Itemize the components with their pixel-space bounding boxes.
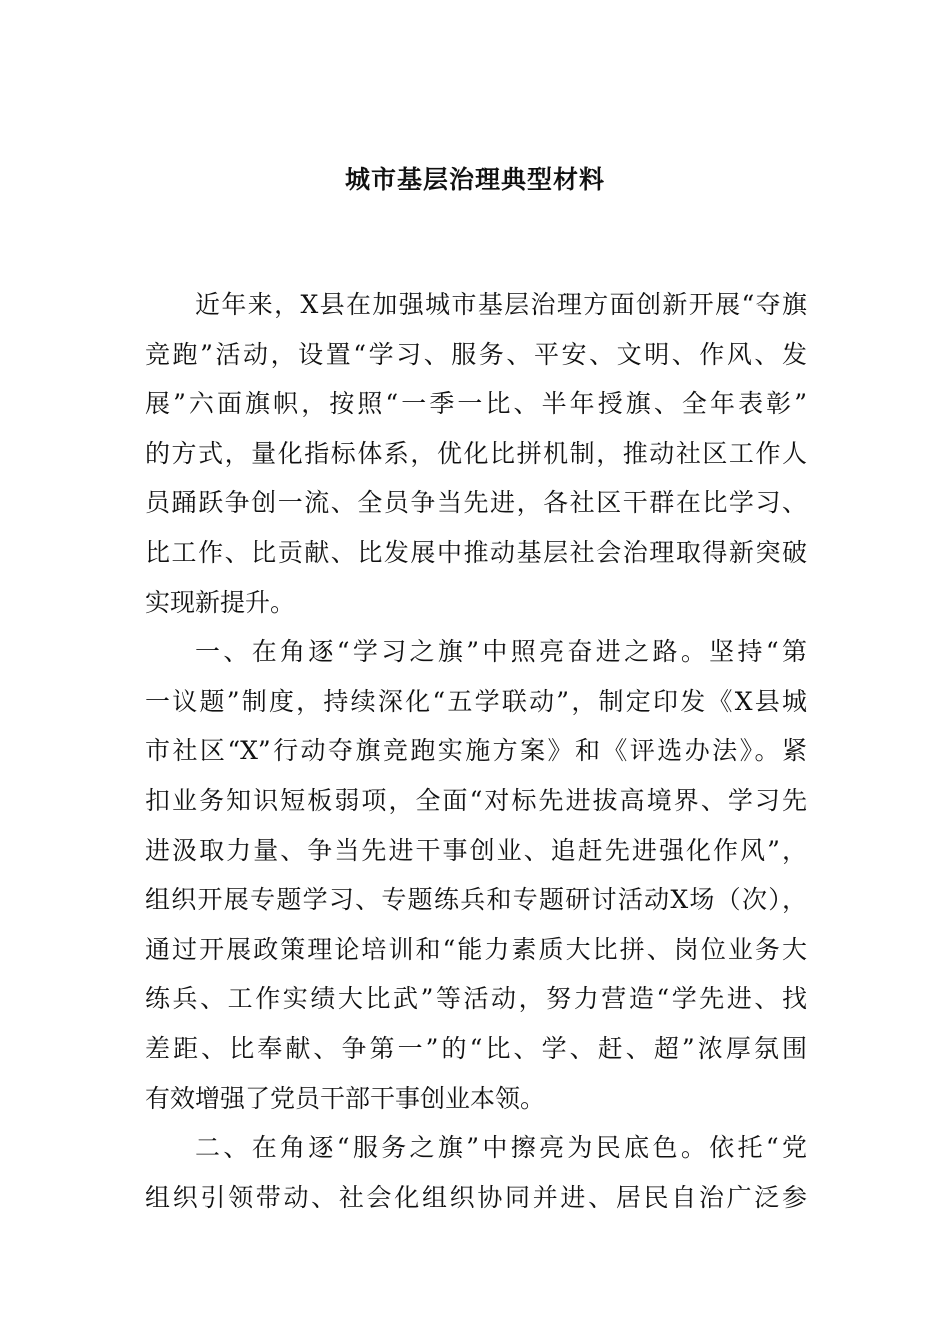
document-title: 城市基层治理典型材料 [344, 165, 605, 194]
paragraph-line: 近年来，X县在加强城市基层治理方面创新开展“夺旗 [195, 290, 807, 319]
paragraph-line: 的方式，量化指标体系，优化比拼机制，推动社区工作人 [145, 438, 807, 468]
paragraph-line: 组织引领带动、社会化组织协同并进、居民自治广泛参 [145, 1182, 807, 1212]
paragraph-line: 二、在角逐“服务之旗”中擦亮为民底色。依托“党 [195, 1133, 807, 1163]
paragraph-line: 组织开展专题学习、专题练兵和专题研讨活动X场（次）， [145, 885, 807, 915]
paragraph-line: 比工作、比贡献、比发展中推动基层社会治理取得新突破 [145, 537, 807, 567]
paragraph-line: 一议题”制度，持续深化“五学联动”，制定印发《X县城 [145, 686, 807, 716]
paragraph-line: 练兵、工作实绩大比武”等活动，努力营造“学先进、找 [145, 984, 807, 1014]
paragraph-line: 员踊跃争创一流、全员争当先进，各社区干群在比学习、 [145, 488, 807, 518]
paragraph-line: 竞跑”活动，设置“学习、服务、平安、文明、作风、发 [145, 339, 807, 369]
document-body [145, 280, 807, 1222]
paragraph-line: 有效增强了党员干部干事创业本领。 [145, 1083, 546, 1113]
paragraph-line: 进汲取力量、争当先进干事创业、追赶先进强化作风”， [145, 835, 807, 865]
paragraph-line: 展”六面旗帜，按照“一季一比、半年授旗、全年表彰” [145, 389, 807, 419]
paragraph-line: 通过开展政策理论培训和“能力素质大比拼、岗位业务大 [145, 934, 807, 964]
paragraph-line: 市社区“X”行动夺旗竞跑实施方案》和《评选办法》。紧 [145, 736, 807, 766]
paragraph-line: 扣业务知识短板弱项，全面“对标先进拔高境界、学习先 [145, 785, 807, 815]
paragraph-line: 一、在角逐“学习之旗”中照亮奋进之路。坚持“第 [195, 637, 807, 667]
paragraph-line: 实现新提升。 [145, 587, 296, 617]
paragraph-line: 差距、比奉献、争第一”的“比、学、赶、超”浓厚氛围 [145, 1033, 807, 1063]
